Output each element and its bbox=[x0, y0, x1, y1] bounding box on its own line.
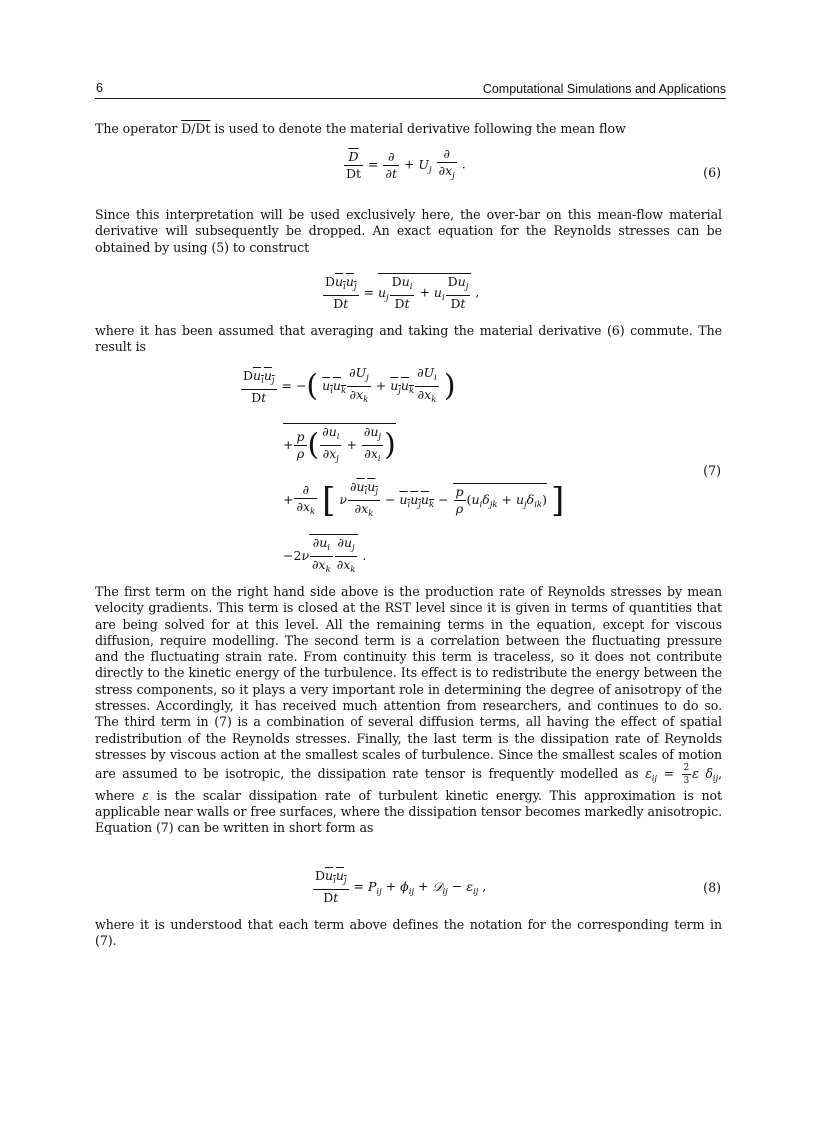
running-title: Computational Simulations and Applications bbox=[482, 82, 726, 96]
equation-8: $\frac{Du_iu_j}{Dt}$ = $P_{ij} + \phi_{ij}$ + 𝒟$_{ij}$ − $\varepsilon_{ij}$ , bbox=[315, 868, 487, 905]
equation-6-number: (6) bbox=[703, 165, 721, 180]
paragraph-construct: Since this interpretation will be used exclusively here, the over-bar on this mean-flow material derivative will subsequently be dropped. An exact equation for the Reynolds stresses can be obtained by using (5) to construct bbox=[95, 207, 722, 255]
eq7-line-production: $\frac{Du_iu_j}{Dt}$ = −( $u_iu_k$ $\frac{\partial U_j}{\partial x_k}$ + $u_ju_k$ $\frac{\partial U_i}{\partial x_k}$ ) bbox=[243, 365, 456, 405]
equation-8-number: (8) bbox=[703, 880, 721, 895]
paragraph-operator: The operator D/Dt is used to denote the material derivative following the mean flow bbox=[95, 121, 626, 136]
eq7-line-pressure-strain: + $\frac{p}{\rho}$ ( $\frac{\partial u_i}{\partial x_j}$ + $\frac{\partial u_j}{\partial x_i}$ ) bbox=[283, 424, 396, 464]
equation-6: $\frac{\overline{D}}{Dt}$ = $\frac{\partial}{\partial t}$ + $U_j$ $\frac{\partial}{\partial x_j}$ . bbox=[346, 146, 466, 181]
equation-reynolds-construct: $\frac{Du_iu_j}{Dt}$ = $u_j$ $\frac{Du_i}{Dt}$ + $u_i$ $\frac{Du_j}{Dt}$ , bbox=[325, 274, 480, 311]
equation-7 bbox=[240, 366, 600, 576]
paragraph-result: where it has been assumed that averaging and taking the material derivative (6) commute. The result is bbox=[95, 323, 722, 355]
equation-7-number: (7) bbox=[703, 463, 721, 478]
eq7-line-diffusion: + $\frac{\partial}{\partial x_k}$ [ ν $\frac{\partial u_iu_j}{\partial x_k}$ − $u_iu_ju_k$ − $\frac{p}{\rho}$ $(u_i\delta_{jk} + u_j\delta_{ik})$ ] bbox=[283, 479, 565, 521]
paragraph-discussion: The first term on the right hand side above is the production rate of Reynolds stresses by mean velocity gradients. This term is closed at the RST level since it is given in terms of quantities that are being solved for at this level. All the remaining terms in the equation, except for viscous diffusion, require modelling. The second term is a correlation between the fluctuating pressure and the fluctuating strain rate. From continuity this term is traceless, so it does not contribute directly to the kinetic energy of the turbulence. Its effect is to redistribute the energy between the stress components, so it plays a very important role in determining the degree of anisotropy of the stresses. Accordingly, it has received much attention from researchers, and continues to do so. The third term in (7) is a combination of several diffusion terms, all having the effect of spatial redistribution of the Reynolds stresses. Finally, the last term is the dissipation rate of Reynolds stresses by viscous action at the smallest scales of turbulence. Since the smallest scales of motion are assumed to be isotropic, the dissipation rate tensor is frequently modelled as $\varepsilon_{ij}$ = $\frac{2}{3}$ ε $\delta_{ij}$, where ε is the scalar dissipation rate of turbulent kinetic energy. This approximation is not applicable near walls or free surfaces, where the dissipation tensor becomes markedly anisotropic. Equation (7) can be written in short form as bbox=[95, 584, 723, 836]
paragraph-notation: where it is understood that each term above defines the notation for the corresponding term in (7). bbox=[95, 917, 722, 949]
eq7-line-dissipation: −2ν $\frac{\partial u_i}{\partial x_k}$ $\frac{\partial u_j}{\partial x_k}$ . bbox=[283, 535, 367, 575]
running-header bbox=[95, 80, 726, 99]
operator-symbol: D/Dt bbox=[181, 121, 211, 136]
dissipation-model-formula: $\varepsilon_{ij}$ bbox=[645, 766, 657, 785]
page-number: 6 bbox=[96, 81, 103, 95]
